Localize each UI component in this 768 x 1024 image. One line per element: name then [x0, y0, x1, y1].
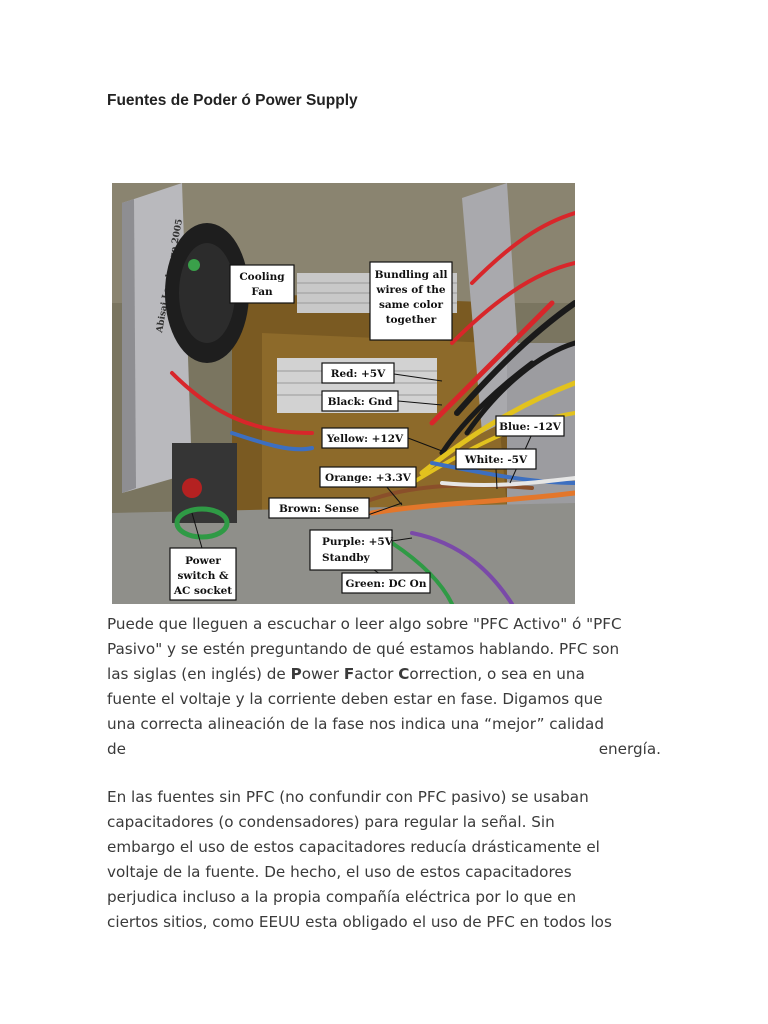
power-supply-photo	[112, 183, 575, 604]
callout-yellow-label: Yellow: +12V	[326, 433, 404, 445]
paragraph-line	[107, 737, 661, 762]
paragraph-line: perjudica incluso a la propia compañía eléctrica por lo que en	[107, 888, 577, 906]
paragraph-line: una correcta alineación de la fase nos indica una “mejor” calidad	[107, 715, 604, 733]
acronym-letter-p: P	[290, 665, 302, 683]
callout-bundling-label-1: Bundling all	[374, 269, 448, 281]
paragraph-line: embargo el uso de estos capacitadores reducía drásticamente el	[107, 838, 600, 856]
line-part: de	[107, 740, 126, 758]
paragraph-line	[107, 662, 661, 687]
callout-cooling-label-2: Fan	[251, 286, 273, 298]
paragraph-no-pfc	[107, 785, 661, 935]
callout-power-label-3: AC socket	[173, 585, 233, 597]
callout-brown-label: Brown: Sense	[278, 503, 360, 515]
paragraph-line: Puede que lleguen a escuchar o leer algo sobre "PFC Activo" ó "PFC	[107, 615, 622, 633]
callout-cooling-fan	[230, 265, 294, 303]
callout-bundling-label-2: wires of the	[376, 284, 446, 296]
callout-red-label: Red: +5V	[330, 368, 386, 380]
callout-bundling	[370, 262, 452, 340]
line-part: energía.	[598, 740, 661, 758]
line-part: las siglas (en inglés) de	[107, 665, 291, 683]
line-part: ower	[301, 665, 344, 683]
paragraph-line: voltaje de la fuente. De hecho, el uso de estos capacitadores	[107, 863, 572, 881]
paragraph-line: Pasivo" y se estén preguntando de qué estamos hablando. PFC son	[107, 640, 620, 658]
paragraph-line: fuente el voltaje y la corriente deben estar en fase. Digamos que	[107, 690, 603, 708]
acronym-letter-c: C	[398, 665, 410, 683]
paragraph-line: En las fuentes sin PFC (no confundir con PFC pasivo) se usaban	[107, 788, 589, 806]
callout-cooling-label-1: Cooling	[239, 271, 285, 283]
acronym-letter-f: F	[343, 665, 355, 683]
paragraph-pfc-intro	[107, 612, 661, 762]
callout-orange-label: Orange: +3.3V	[325, 472, 411, 484]
callout-black-label: Black: Gnd	[327, 396, 393, 408]
callout-green	[342, 570, 430, 593]
line-part: actor	[354, 665, 399, 683]
callout-blue-label: Blue: -12V	[499, 421, 561, 433]
callout-white-label: White: -5V	[464, 454, 528, 466]
line-part: orrection, o sea en una	[409, 665, 585, 683]
paragraph-line: ciertos sitios, como EEUU esta obligado el uso de PFC en todos los	[107, 913, 612, 931]
callout-power-label-2: switch &	[177, 570, 229, 582]
page-title: Fuentes de Poder ó Power Supply	[107, 92, 358, 109]
callout-bundling-label-4: together	[385, 314, 437, 326]
callout-green-label: Green: DC On	[345, 578, 427, 590]
callout-purple-label-2: Standby	[322, 552, 370, 564]
callout-power-label-1: Power	[185, 555, 221, 567]
callout-purple-label-1: Purple: +5V	[322, 536, 393, 548]
paragraph-line: capacitadores (o condensadores) para regular la señal. Sin	[107, 813, 555, 831]
watermark-text: Abisai 2005	[155, 218, 185, 334]
callout-bundling-label-3: same color	[378, 299, 444, 311]
